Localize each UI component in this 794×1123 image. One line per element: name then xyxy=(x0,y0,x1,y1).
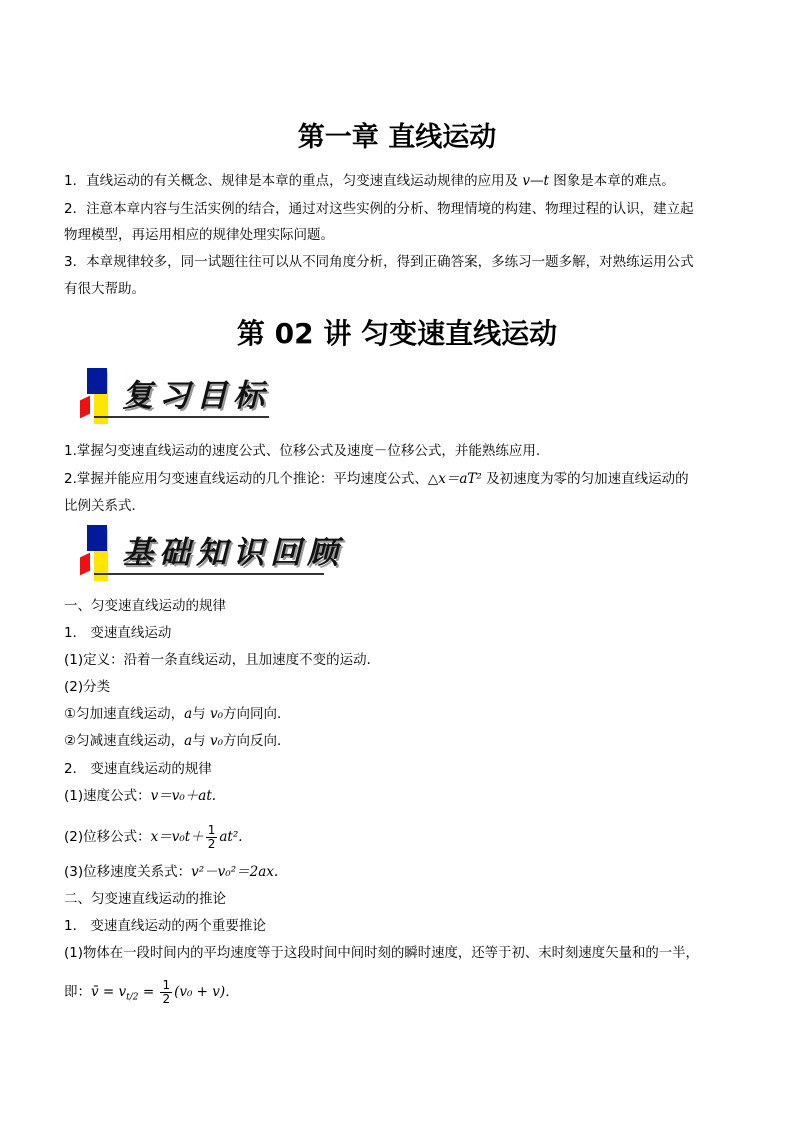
item-var: a xyxy=(184,706,193,722)
displacement-formula xyxy=(64,822,243,852)
section2-p1: (1)物体在一段时间内的平均速度等于这段时间中间时刻的瞬时速度，还等于初、末时刻速度矢量和的一半， xyxy=(64,946,699,961)
banner-title: 复习目标 xyxy=(122,378,270,414)
formula-label: 即： xyxy=(64,984,91,1000)
fraction xyxy=(206,824,218,851)
section1-item1 xyxy=(64,704,291,724)
intro-line-2: 2．注意本章内容与生活实例的结合，通过对这些实例的分析、物理情境的构建、物理过程的认识，建立起 xyxy=(64,201,694,217)
fraction xyxy=(160,979,172,1006)
review-goals-banner xyxy=(80,368,340,426)
banner-underline xyxy=(94,573,324,575)
goal-text: 及初速度为零的匀加速直线运动的 xyxy=(481,471,689,487)
section1-heading: 一、匀变速直线运动的规律 xyxy=(64,598,226,614)
section2-p2 xyxy=(64,976,239,1014)
banner-square xyxy=(87,525,107,551)
chapter-title: 第一章 直线运动 xyxy=(297,122,497,153)
item-var: v₀ xyxy=(209,706,224,722)
intro-line-5: 有很大帮助。 xyxy=(64,281,145,297)
formula-label: (2)位移公式： xyxy=(64,829,151,845)
basic-knowledge-banner xyxy=(80,525,380,583)
section2-heading: 二、匀变速直线运动的推论 xyxy=(64,891,226,907)
formula: at². xyxy=(219,829,243,845)
fraction-denominator: 2 xyxy=(207,836,216,851)
section2-sub1: 1． 变速直线运动的两个重要推论 xyxy=(64,918,266,934)
goal-var: x＝aT² xyxy=(438,471,482,487)
section1-sub2: 2． 变速直线运动的规律 xyxy=(64,761,212,777)
intro-line-4: 3．本章规律较多，同一试题往往可以从不同角度分析，得到正确答案，多练习一题多解，对熟练运用公式 xyxy=(64,254,694,270)
item-var: v₀ xyxy=(209,733,224,749)
formula: v＝v₀＋at. xyxy=(150,788,217,804)
item-text: 方向同向． xyxy=(223,706,291,722)
formula-subscript: t/2 xyxy=(126,992,139,1003)
goal-line-1: 1.掌握匀变速直线运动的速度公式、位移公式及速度－位移公式，并能熟练应用. xyxy=(64,443,541,459)
section1-item2 xyxy=(64,731,291,751)
item-text: 与 xyxy=(192,733,210,749)
intro-var: v—t xyxy=(522,173,549,189)
banner-title: 基础知识回顾 xyxy=(122,535,344,571)
formula: v̄ = v xyxy=(91,984,127,1000)
fraction-numerator: 1 xyxy=(162,977,171,992)
section1-definition: (1)定义：沿着一条直线运动，且加速度不变的运动． xyxy=(64,652,381,668)
goal-line-3: 比例关系式． xyxy=(64,498,145,514)
banner-accent xyxy=(80,396,90,419)
banner-accent xyxy=(80,553,90,576)
intro-line-1 xyxy=(64,171,675,191)
item-text: 方向反向． xyxy=(223,733,291,749)
fraction-denominator: 2 xyxy=(162,991,171,1006)
item-text: ①匀加速直线运动， xyxy=(64,706,185,722)
formula: x＝v₀t＋ xyxy=(150,829,204,845)
item-text: 与 xyxy=(192,706,210,722)
goal-text: 2.掌握并能应用匀变速直线运动的几个推论：平均速度公式、△ xyxy=(64,471,439,487)
goal-line-2 xyxy=(64,469,689,489)
intro-text: 1．直线运动的有关概念、规律是本章的重点，匀变速直线运动规律的应用及 xyxy=(64,173,523,189)
fraction-numerator: 1 xyxy=(207,822,216,837)
formula: v²－v₀²＝2ax. xyxy=(191,864,279,880)
intro-text: 图象是本章的难点。 xyxy=(548,173,675,189)
velocity-formula xyxy=(64,786,216,806)
velocity-displacement-formula xyxy=(64,862,278,882)
formula: (v₀ + v)． xyxy=(174,984,239,1000)
banner-square xyxy=(87,368,107,394)
lecture-title: 第 02 讲 匀变速直线运动 xyxy=(236,317,558,350)
formula: = xyxy=(138,984,159,1000)
banner-underline xyxy=(94,416,269,418)
item-text: ②匀减速直线运动， xyxy=(64,733,185,749)
intro-line-3: 物理模型，再运用相应的规律处理实际问题。 xyxy=(64,227,334,243)
formula-label: (1)速度公式： xyxy=(64,788,151,804)
section1-sub1: 1． 变速直线运动 xyxy=(64,625,172,641)
item-var: a xyxy=(184,733,193,749)
section1-classification: (2)分类 xyxy=(64,679,111,695)
formula-label: (3)位移速度关系式： xyxy=(64,864,192,880)
